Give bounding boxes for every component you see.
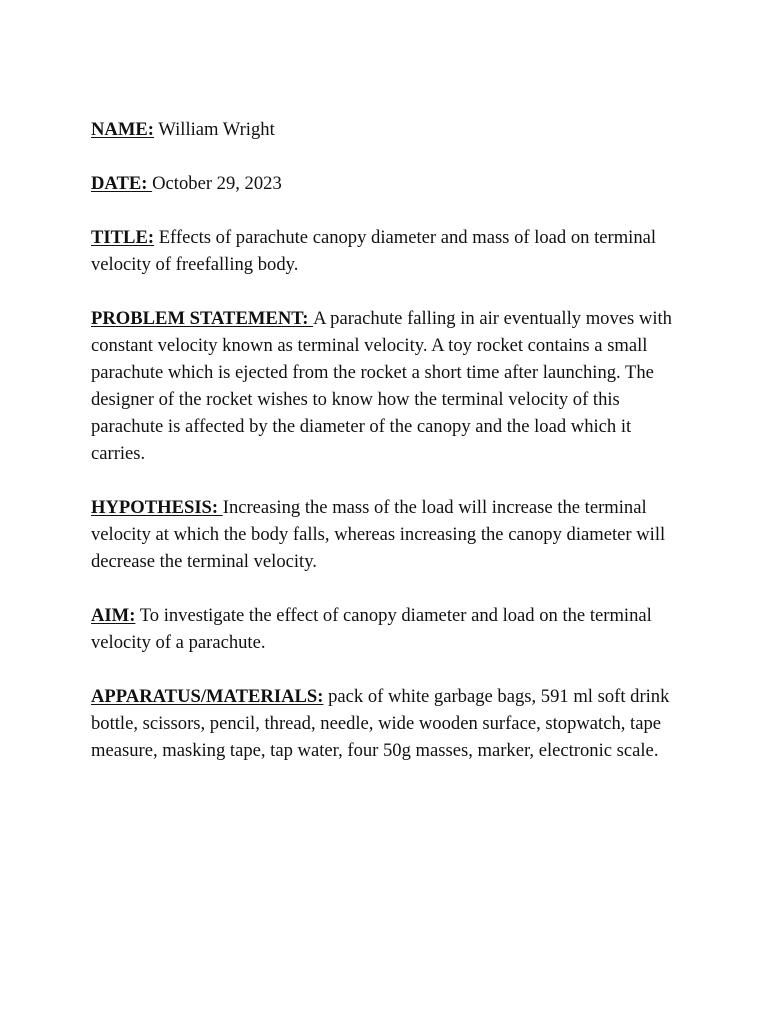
title-label: TITLE: bbox=[91, 227, 155, 248]
problem-statement-text: A parachute falling in air eventually moves with constant velocity known as terminal velocity. A toy rocket contains a small parachute which is ejected from the rocket a short time after launching. The designer of the rocket wishes to know how the terminal velocity of this parachute is affected by the diameter of the canopy and the load which it carries. bbox=[91, 308, 672, 464]
problem-statement-section bbox=[91, 305, 681, 467]
apparatus-label: APPARATUS/MATERIALS: bbox=[91, 686, 324, 707]
date-section bbox=[91, 170, 681, 197]
aim-text: To investigate the effect of canopy diameter and load on the terminal velocity of a parachute. bbox=[91, 605, 652, 653]
aim-section bbox=[91, 602, 681, 656]
title-value: Effects of parachute canopy diameter and mass of load on terminal velocity of freefalling body. bbox=[91, 227, 657, 275]
apparatus-section bbox=[91, 683, 681, 764]
problem-statement-label: PROBLEM STATEMENT: bbox=[91, 308, 314, 329]
aim-label: AIM: bbox=[91, 605, 136, 626]
hypothesis-section bbox=[91, 494, 681, 575]
title-section bbox=[91, 224, 681, 278]
name-value: William Wright bbox=[154, 119, 275, 140]
name-section bbox=[91, 116, 681, 143]
hypothesis-label: HYPOTHESIS: bbox=[91, 497, 223, 518]
date-value: October 29, 2023 bbox=[152, 173, 282, 194]
date-label: DATE: bbox=[91, 173, 153, 194]
hypothesis-text: Increasing the mass of the load will increase the terminal velocity at which the body falls, whereas increasing the canopy diameter will decrease the terminal velocity. bbox=[91, 497, 666, 572]
name-label: NAME: bbox=[91, 119, 154, 140]
apparatus-text: pack of white garbage bags, 591 ml soft drink bottle, scissors, pencil, thread, needle, wide wooden surface, stopwatch, tape measure, masking tape, tap water, four 50g masses, marker, electronic scale. bbox=[91, 686, 670, 761]
